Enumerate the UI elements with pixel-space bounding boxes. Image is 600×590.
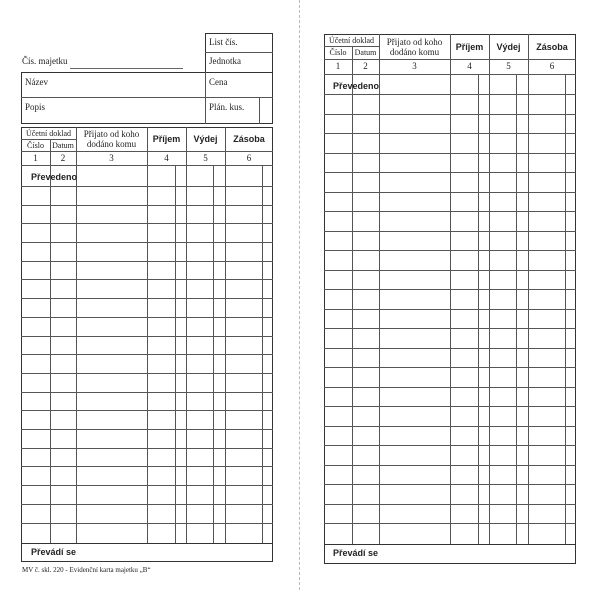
- form-identifier: MV č. skl. 220 - Evidenční karta majetku „B“: [22, 566, 151, 574]
- row-line: [21, 336, 273, 337]
- r-col-number-3: 3: [412, 61, 417, 71]
- sheet-number-label: List čís.: [209, 37, 238, 47]
- row-line: [324, 172, 576, 173]
- row-line: [324, 270, 576, 271]
- r-carried-in-label: Převedeno: [333, 81, 380, 91]
- carried-out-label: Převádí se: [31, 547, 77, 557]
- r-col-number-5: 5: [506, 61, 511, 71]
- row-line: [324, 309, 576, 310]
- r-col-number-4: 4: [467, 61, 472, 71]
- col-number-4: 4: [164, 153, 169, 163]
- row-line: [324, 231, 576, 232]
- plan-divider: [259, 97, 260, 124]
- received-from-header: Přijato od koho: [83, 129, 140, 139]
- row-line: [324, 348, 576, 349]
- r-issue-header: Výdej: [496, 42, 521, 52]
- row-line: [21, 448, 273, 449]
- row-line: [21, 504, 273, 505]
- sheet-unit-divider: [205, 52, 273, 53]
- row-line: [21, 485, 273, 486]
- row-line: [324, 406, 576, 407]
- row-line: [21, 279, 273, 280]
- row-line: [21, 223, 273, 224]
- row-line: [21, 186, 273, 187]
- r-footer-divider: [324, 544, 576, 545]
- row-line: [21, 392, 273, 393]
- description-label: Popis: [25, 102, 46, 112]
- doc-header-divider: [21, 139, 76, 140]
- col-number-6: 6: [246, 153, 252, 163]
- row-line: [21, 410, 273, 411]
- doc-number-header: Číslo: [27, 141, 44, 150]
- row-line: [21, 298, 273, 299]
- row-line: [21, 242, 273, 243]
- row-line: [324, 426, 576, 427]
- r-received-from-header: Přijato od koho: [386, 37, 443, 47]
- row-line: [324, 192, 576, 193]
- r-doc-header: Účetní doklad: [328, 36, 375, 45]
- row-line: [324, 133, 576, 134]
- row-line: [324, 523, 576, 524]
- r-col-number-2: 2: [363, 61, 368, 71]
- stock-header: Zásoba: [233, 134, 265, 144]
- col-line-2: [76, 127, 77, 543]
- row-line: [21, 205, 273, 206]
- doc-header: Účetní doklad: [25, 129, 72, 138]
- row-line: [324, 289, 576, 290]
- row-line: [324, 153, 576, 154]
- row-line: [21, 261, 273, 262]
- row-line: [324, 484, 576, 485]
- col-number-1: 1: [33, 153, 38, 163]
- footer-divider: [21, 543, 273, 544]
- price-label: Cena: [209, 77, 228, 87]
- r-delivered-to-header: dodáno komu: [389, 47, 440, 57]
- r-doc-number-header: Číslo: [329, 48, 347, 57]
- delivered-to-header: dodáno komu: [86, 139, 137, 149]
- col-line-1: [50, 139, 51, 543]
- row-line: [21, 354, 273, 355]
- unit-label: Jednotka: [209, 56, 241, 66]
- asset-number-label: Čís. majetku: [22, 56, 68, 66]
- row-line: [21, 317, 273, 318]
- col-number-5: 5: [203, 153, 208, 163]
- col-number-2: 2: [60, 153, 66, 163]
- row-line: [324, 250, 576, 251]
- row-line: [324, 114, 576, 115]
- row-line: [324, 387, 576, 388]
- row-line: [324, 504, 576, 505]
- issue-header: Výdej: [193, 134, 218, 144]
- income-header: Příjem: [152, 134, 181, 144]
- col-line-4: [186, 127, 187, 543]
- row-line: [21, 466, 273, 467]
- row-line: [324, 367, 576, 368]
- row-line: [324, 328, 576, 329]
- row-line: [21, 373, 273, 374]
- row-line: [324, 94, 576, 95]
- fold-line: [299, 0, 300, 590]
- asset-number-line: [70, 68, 183, 69]
- r-col-number-6: 6: [549, 61, 555, 71]
- col-line-5: [225, 127, 226, 543]
- r-income-header: Příjem: [455, 42, 484, 52]
- row-line: [324, 211, 576, 212]
- r-carried-out-label: Převádí se: [333, 548, 379, 558]
- planned-pieces-label: Plán. kus.: [209, 102, 245, 112]
- carried-in-label: Převedeno: [31, 172, 78, 182]
- name-description-box: [21, 72, 273, 124]
- col-line-3: [147, 127, 148, 543]
- r-doc-date-header: Datum: [354, 48, 377, 57]
- r-stock-header: Zásoba: [536, 42, 568, 52]
- col-number-3: 3: [109, 153, 114, 163]
- r-col-number-1: 1: [335, 61, 341, 71]
- r-col-line-1: [352, 46, 353, 544]
- name-divider: [21, 97, 273, 98]
- row-line: [324, 445, 576, 446]
- doc-date-header: Datum: [52, 141, 74, 150]
- row-line: [21, 429, 273, 430]
- name-label: Název: [25, 77, 48, 87]
- row-line: [21, 523, 273, 524]
- row-line: [324, 465, 576, 466]
- price-divider: [205, 72, 206, 124]
